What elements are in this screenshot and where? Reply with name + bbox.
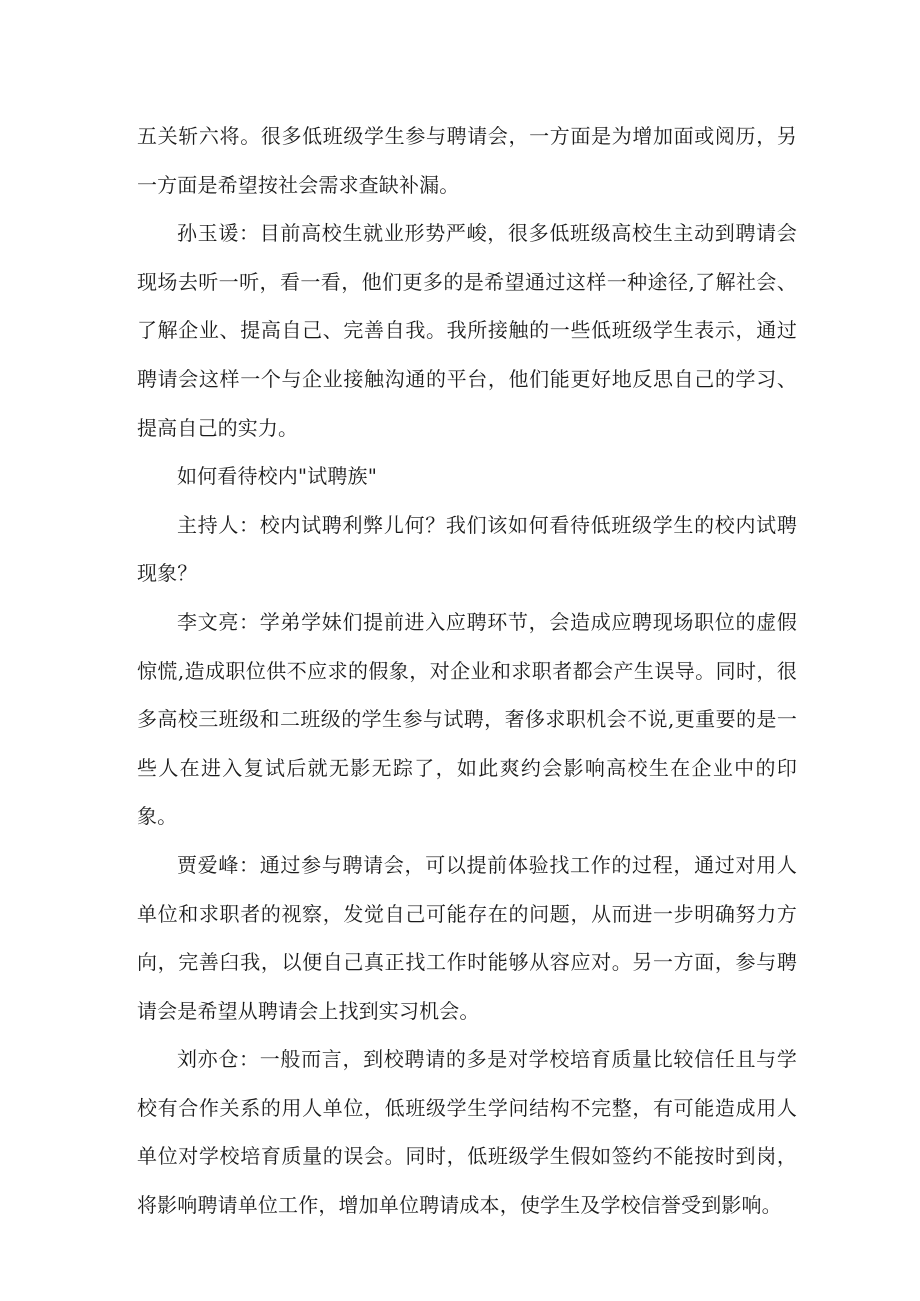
paragraph-jia-aifeng: 贾爱峰：通过参与聘请会，可以提前体验找工作的过程，通过对用人单位和求职者的视察，发觉自己可能存在的问题，从而进一步明确努力方向，完善臼我，以便自己真正找工作时能够从容应对。另一方面，参与聘请会是希望从聘请会上找到实习机会。 [137, 852, 797, 1023]
paragraph-host: 主持人：校内试聘利弊儿何？我们该如何看待低班级学生的校内试聘现象？ [137, 512, 797, 586]
document-body [137, 112, 797, 1230]
paragraph-continuation: 五关斩六将。很多低班级学生参与聘请会，一方面是为增加面或阅历，另一方面是希望按社会需求查缺补漏。 [137, 124, 797, 197]
paragraph-liu-yicang: 刘亦仓：一般而言，到校聘请的多是对学校培育质量比较信任且与学校有合作关系的用人单位，低班级学生学问结构不完整，有可能造成用人单位对学校培育质量的误会。同时，低班级学生假如签约不能按时到岗，将影响聘请单位工作，增加单位聘请成本，使学生及学校信誉受到影响。 [137, 1047, 797, 1218]
paragraph-sun-yuxuan: 孙玉谖：目前高校生就业形势严峻，很多低班级高校生主动到聘请会现场去听一听，看一看，他们更多的是希望通过这样一种途径,了解社会、了解企业、提高自己、完善自我。我所接触的一些低班级学生表示，通过聘请会这样一个与企业接触沟通的平台，他们能更好地反思自己的学习、提高自己的实力。 [137, 221, 797, 440]
section-heading: 如何看待校内"试聘族" [177, 464, 378, 489]
paragraph-li-wenliang: 李文亮：学弟学妹们提前进入应聘环节，会造成应聘现场职位的虚假惊慌,造成职位供不应求的假象，对企业和求职者都会产生误导。同时，很多高校三班级和二班级的学生参与试聘，奢侈求职机会不说,更重要的是一些人在进入复试后就无影无踪了，如此爽约会影响高校生在企业中的印象。 [137, 609, 797, 829]
